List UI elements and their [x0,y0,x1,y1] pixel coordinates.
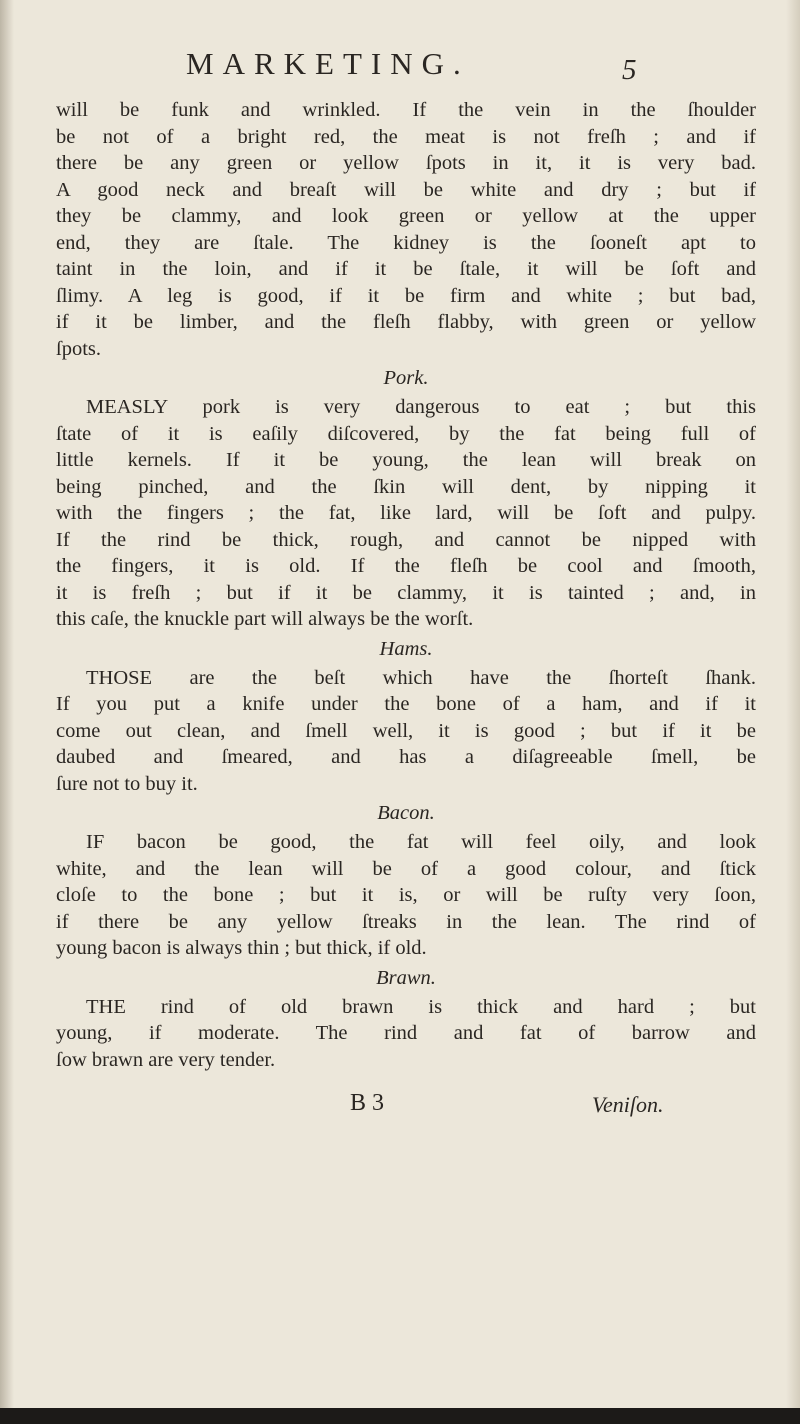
text-line: come out clean, and ſmell well, it is good ; but if it be [56,719,756,742]
text-line: it is freſh ; but if it be clammy, it is tainted ; and, in [56,581,756,604]
text-line: THOSE are the beſt which have the ſhorteſt ſhank. [86,666,756,689]
text-line: will be funk and wrinkled. If the vein in the ſhoulder [56,99,756,121]
signature-mark: B 3 [350,1090,385,1116]
section-heading-brawn: Brawn. [376,966,436,989]
text-line: ſow brawn are very tender. [56,1048,276,1071]
text-line: THE rind of old brawn is thick and hard ; but [86,995,756,1018]
text-line: be not of a bright red, the meat is not freſh ; and if [56,125,756,148]
text-line: young bacon is always thin ; but thick, if old. [56,937,427,959]
text-line: ſure not to buy it. [56,772,198,795]
text-line: young, if moderate. The rind and fat of barrow and [56,1022,756,1044]
text-line: with the fingers ; the fat, like lard, will be ſoft and pulpy. [56,502,756,524]
text-line: If the rind be thick, rough, and cannot be nipped with [56,528,756,551]
text-line: ſlimy. A leg is good, if it be firm and white ; but bad, [56,284,756,307]
section-heading-bacon: Bacon. [377,802,435,824]
text-line: little kernels. If it be young, the lean will break on [56,449,756,471]
paragraph-brawn [56,994,756,1074]
catchword: Veniſon. [592,1092,664,1117]
text-line: MEASLY pork is very dangerous to eat ; but this [86,396,756,418]
text-line: this caſe, the knuckle part will always be the worſt. [56,608,474,630]
text-line: ſtate of it is eaſily diſcovered, by the fat being full of [56,422,756,445]
text-line: cloſe to the bone ; but it is, or will be ruſty very ſoon, [56,884,756,906]
text-line: white, and the lean will be of a good colour, and ſtick [56,857,756,880]
paragraph-veal-continuation [56,97,756,362]
paragraph-pork [56,394,756,633]
text-line: the fingers, it is old. If the fleſh be cool and ſmooth, [56,555,756,577]
text-line: if there be any yellow ſtreaks in the lean. The rind of [56,910,756,933]
text-line: IF bacon be good, the fat will feel oily, and look [86,831,756,853]
text-line: if it be limber, and the fleſh flabby, with green or yellow [56,311,756,333]
text-line: end, they are ſtale. The kidney is the ſooneſt apt to [56,231,756,254]
paragraph-bacon [56,829,756,962]
page-bottom-edge [0,1408,800,1424]
text-line: If you put a knife under the bone of a ham, and if it [56,693,756,715]
gutter-shadow [0,0,14,1424]
running-head: MARKETING. [186,46,470,81]
text-block [56,97,756,1073]
text-line: being pinched, and the ſkin will dent, by nipping it [56,475,756,498]
text-line: there be any green or yellow ſpots in it, it is very bad. [56,152,756,174]
text-line: daubed and ſmeared, and has a diſagreeable ſmell, be [56,746,756,768]
page-number: 5 [622,54,637,86]
section-heading-pork: Pork. [383,367,429,389]
page-edge [786,0,800,1424]
paragraph-hams [56,665,756,798]
text-line: taint in the loin, and if it be ſtale, it will be ſoft and [56,258,756,280]
text-line: they be clammy, and look green or yellow at the upper [56,205,756,227]
text-line: ſpots. [56,337,101,360]
text-line: A good neck and breaſt will be white and dry ; but if [56,178,756,201]
section-heading-hams: Hams. [379,637,433,660]
page-footer [0,1085,800,1125]
